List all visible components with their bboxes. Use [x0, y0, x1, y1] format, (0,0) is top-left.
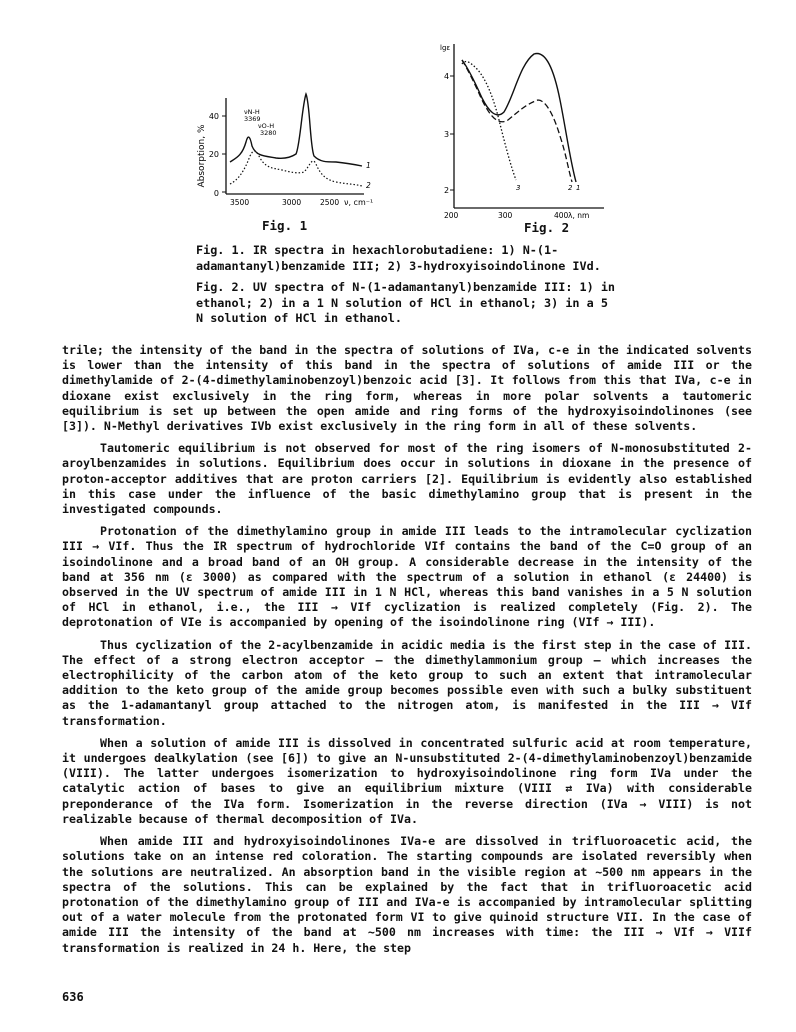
fig1-peak-1-value: 3369: [244, 115, 261, 123]
caption-fig1: Fig. 1. IR spectra in hexachlorobutadiene: 1) N-(1-adamantanyl)benzamide III; 2) 3-hydroxyisoindolinone IVd.: [196, 243, 601, 273]
caption-fig2: Fig. 2. UV spectra of N-(1-adamantanyl)benzamide III: 1) in ethanol; 2) in a 1 N solution of HCl in ethanol; 3) in a 5 N solution of HCl in ethanol.: [196, 280, 616, 325]
fig2-ytick-3: 3: [444, 130, 450, 139]
fig2-xtick-400: 400: [554, 211, 569, 220]
article-body: [62, 343, 752, 963]
fig2-curve-label-1: 1: [576, 184, 581, 192]
fig1-curve-label-1: 1: [366, 161, 371, 170]
figure-1: [186, 86, 386, 216]
paragraph-3: Protonation of the dimethylamino group in amide III leads to the intramolecular cyclization III → VIf. Thus the IR spectrum of hydrochloride VIf contains the band of the C=O group of an isoindolinone and a broad band of an OH group. A considerable decrease in the intensity of the band at 356 nm (ε 3000) as compared with the spectrum of a solution in ethanol (ε 24400) is observed in the UV spectrum of amide III in 1 N HCl, whereas this band vanishes in a 5 N solution of HCl in ethanol, i.e., the III → VIf cyclization is realized completely (Fig. 2). The deprotonation of VIe is accompanied by opening of the isoindolinone ring (VIf → III).: [62, 524, 752, 630]
figure-captions: [196, 243, 616, 333]
fig1-y-axis-label: Absorption, %: [197, 124, 207, 188]
fig1-x-unit: ν, cm⁻¹: [344, 198, 374, 207]
fig1-ytick-40: 40: [208, 112, 219, 121]
figure-2: [436, 40, 606, 220]
paragraph-4: Thus cyclization of the 2-acylbenzamide in acidic media is the first step in the case of III. The effect of a strong electron acceptor — the dimethylammonium group — which increases the electrophilicity of the carbon atom of the keto group to such an extent that intramolecular addition to the keto group of the amide group becomes possible even with such a bulky substituent as the 1-adamantanyl group attached to the nitrogen atom, is manifested in the III → VIf transformation.: [62, 637, 752, 728]
page-number: 636: [62, 990, 84, 1004]
fig2-curve-label-2: 2: [568, 184, 573, 192]
fig1-xtick-2500: 2500: [320, 198, 340, 207]
fig2-y-axis-label: lgε: [440, 44, 451, 52]
paragraph-1: trile; the intensity of the band in the spectra of solutions of IVa, c-e in the indicated solvents is lower than the intensity of this band in the spectra of solutions of amide III or the dimethylamide of 2-(4-dimethylaminobenzoyl)benzoic acid [3]. It follows from this that IVa, c-e in dioxane exist exclusively in the ring form, whereas in more polar solvents a tautomeric equilibrium is set up between the open amide and ring forms of the hydroxyisoindolinones (see [3]). N-Methyl derivatives IVb exist exclusively in the ring form in all of these solvents.: [62, 343, 752, 434]
fig1-peak-1-label: νN-H: [244, 108, 260, 116]
fig1-peak-2-label: νO-H: [258, 122, 275, 130]
paragraph-5: When a solution of amide III is dissolved in concentrated sulfuric acid at room temperature, it undergoes dealkylation (see [6]) to give an N-unsubstituted 2-(4-dimethylaminobenzoyl)benzamide (VIII). The latter undergoes isomerization to hydroxyisoindolinone ring form IVa under the catalytic action of bases to give an equilibrium mixture (VIII ⇄ IVa) with considerable preponderance of the IVa form. Isomerization in the reverse direction (IVa → VIII) is not realizable because of thermal decomposition of IVa.: [62, 735, 752, 826]
paragraph-6: When amide III and hydroxyisoindolinones IVa-e are dissolved in trifluoroacetic acid, the solutions take on an intense red coloration. The starting compounds are isolated reversibly when the solutions are neutralized. An absorption band in the visible region at ~500 nm appears in the spectra of the solutions. This can be explained by the fact that in trifluoroacetic acid protonation of the dimethylamino group of III and IVa-e is accompanied by intramolecular splitting out of a water molecule from the protonated form VI to give quinoid structure VII. In the case of amide III the intensity of the band at ~500 nm increases with time: the III → VIf → VIIf transformation is realized in 24 h. Here, the step: [62, 834, 752, 955]
fig2-curve-label-3: 3: [516, 184, 521, 192]
fig2-xtick-200: 200: [444, 211, 459, 220]
fig2-xtick-300: 300: [498, 211, 513, 220]
fig1-curve-2: [230, 151, 362, 186]
fig2-x-unit: λ, nm: [568, 211, 590, 220]
figure-2-plot: [436, 40, 606, 220]
fig1-peak-2-value: 3280: [260, 129, 277, 137]
fig1-xtick-3500: 3500: [230, 198, 250, 207]
fig2-curve-1: [462, 53, 576, 182]
figure-1-plot: [186, 86, 386, 216]
fig2-ytick-2: 2: [444, 186, 450, 195]
fig2-label: Fig. 2: [524, 220, 570, 235]
fig1-ytick-20: 20: [208, 150, 219, 159]
fig2-curve-2: [462, 60, 572, 182]
fig1-ytick-0: 0: [213, 189, 219, 198]
fig2-ytick-4: 4: [444, 72, 450, 81]
paragraph-2: Tautomeric equilibrium is not observed for most of the ring isomers of N-monosubstituted 2-aroylbenzamides in solutions. Equilibrium does occur in solutions in dioxane in the presence of proton-acceptor additives that are proton carriers [2]. Equilibrium is evidently also established in this case under the influence of the basic dimethylamino group that is present in the investigated compounds.: [62, 441, 752, 517]
fig1-curve-label-2: 2: [366, 181, 371, 190]
fig1-label: Fig. 1: [262, 218, 308, 233]
fig1-xtick-3000: 3000: [282, 198, 302, 207]
